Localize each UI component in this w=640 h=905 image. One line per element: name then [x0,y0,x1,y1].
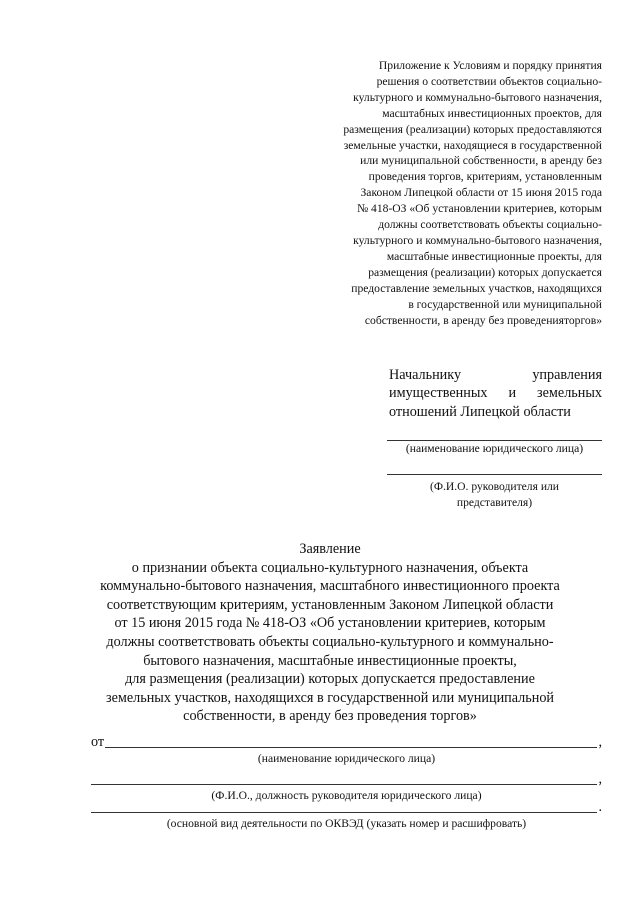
from-blank-line[interactable] [105,747,597,748]
statement-block [60,540,600,726]
appendix-line: масштабные инвестиционные проекты, для [386,249,602,263]
from-row [91,731,602,751]
okved-row [91,796,602,816]
appendix-line: Законом Липецкой области от 15 июня 2015 года [360,186,602,200]
appendix-line: предоставление земельных участков, находящихся [351,281,602,295]
appendix-line: или муниципальной собственности, в аренду без [360,154,602,168]
head-position-caption: (Ф.И.О., должность руководителя юридического лица) [211,789,482,802]
addressee-line-3: отношений Липецкой области [389,403,571,420]
appendix-line: № 418-ОЗ «Об установлении критериев, которым [357,202,602,216]
appendix-line: должны соответствовать объекты социально- [378,218,602,232]
appendix-line: Приложение к Условиям и порядку принятия [378,59,602,72]
okved-field [91,796,602,832]
head-position-blank-line[interactable] [91,784,597,785]
addressee-block [389,366,602,421]
appendix-line: решения о соответствии объектов социально- [376,74,602,88]
statement-line: о признании объекта социально-культурного назначения, объекта [131,559,529,576]
head-name-blank-line[interactable] [387,474,602,475]
addressee-word: земельных [537,385,602,402]
addressee-word: Начальнику [389,367,462,383]
head-caption-line-2: представителя) [456,495,533,509]
statement-line: соответствующим критериям, установленным Законом Липецкой области [106,596,554,613]
okved-caption: (основной вид деятельности по ОКВЭД (указать номер и расшифровать) [166,817,527,830]
addressee-line-2 [389,384,602,402]
appendix-header [300,58,602,328]
okved-blank-line[interactable] [91,812,597,813]
appendix-line: земельные участки, находящиеся в государственной [343,138,602,152]
statement-line: бытового назначения, масштабные инвестиционные проекты, [143,652,517,669]
row-comma: , [598,771,602,787]
addressee-word: имущественных [389,385,488,402]
statement-line: должны соответствовать объекты социально-культурного и коммунально- [106,633,554,650]
appendix-line: в государственной или муниципальной [408,297,602,311]
head-name-field [387,474,602,511]
row-comma: , [598,734,602,750]
appendix-line: собственности, в аренду без проведенияторгов» [364,313,602,327]
statement-line: коммунально-бытового назначения, масштабного инвестиционного проекта [100,578,560,595]
legal-entity-field [387,440,602,457]
addressee-word: управления [532,367,602,383]
statement-line: для размещения (реализации) которых допускается предоставление [125,671,535,688]
statement-line: собственности, в аренду без проведения торгов» [183,708,477,725]
appendix-line: проведения торгов, критериям, установленным [368,170,602,184]
statement-line: земельных участков, находящихся в государственной или муниципальной [105,689,555,706]
appendix-line: размещения (реализации) которых допускается [368,265,602,279]
appendix-line: культурного и коммунально-бытового назначения, [353,90,602,104]
from-caption: (наименование юридического лица) [257,752,436,765]
legal-entity-caption: (наименование юридического лица) [405,442,584,455]
appendix-line: масштабных инвестиционных проектов, для [382,106,602,120]
statement-title: Заявление [299,541,361,557]
head-caption-line-1: (Ф.И.О. руководителя или [429,480,560,493]
from-label: от [91,734,105,750]
appendix-line: культурного и коммунально-бытового назначения, [353,233,602,247]
appendix-line: размещения (реализации) которых предоставляются [343,122,602,136]
row-period: . [598,799,602,815]
addressee-line-1 [389,366,602,384]
head-position-row [91,768,602,788]
addressee-word: и [508,385,517,402]
statement-line: от 15 июня 2015 года № 418-ОЗ «Об установлении критериев, которым [114,615,546,632]
from-field [91,731,602,767]
